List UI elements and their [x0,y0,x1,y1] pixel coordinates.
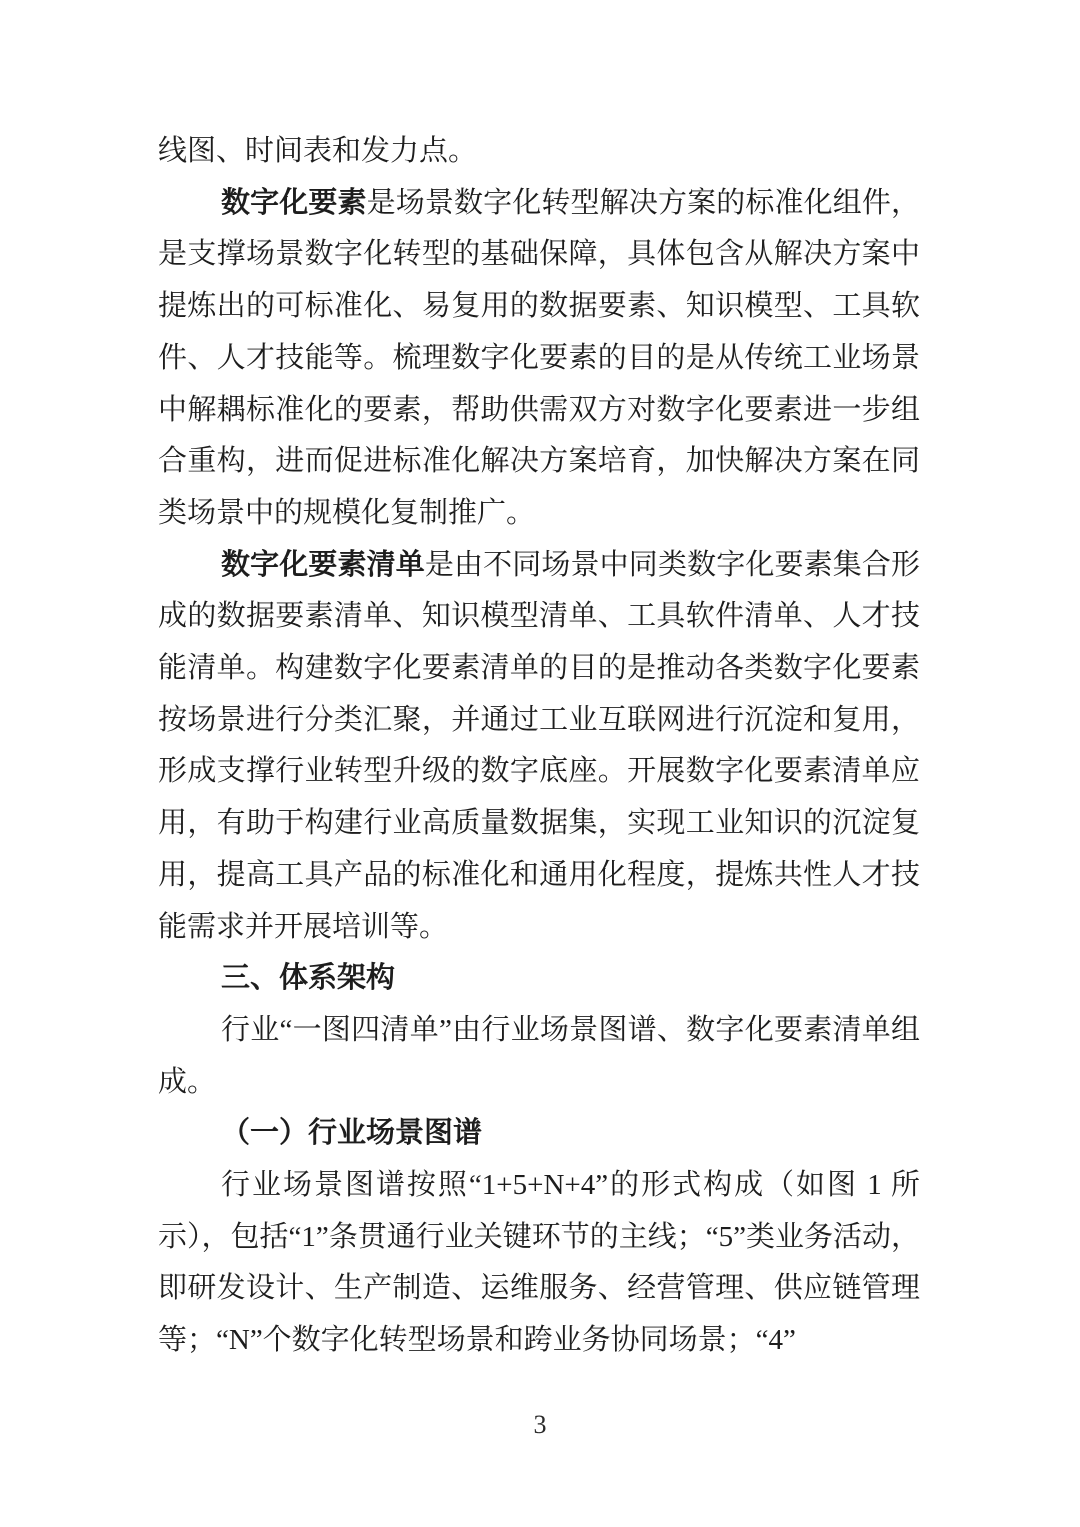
heading-section-3 [158,953,920,1005]
text-segment: 行业“一图四清单”由行业场景图谱、数字化要素清单组成。 [158,1013,920,1098]
paragraph-scene-map [158,1160,920,1367]
paragraph-digital-elements [158,178,920,540]
paragraph-composition [158,1005,920,1108]
text-segment: 数字化要素 [221,186,367,219]
paragraph-continuation [158,126,920,178]
text-segment: 线图、时间表和发力点。 [158,135,478,167]
text-segment: 三、体系架构 [221,962,396,995]
text-segment: 行业场景图谱按照“1+5+N+4”的形式构成（如图 1 所示），包括“1”条贯通行业关键环节的主线；“5”类业务活动，即研发设计、生产制造、运维服务、经营管理、供应链管理等；“N”个数字化转型场景和跨业务协同场景；“4” [158,1169,920,1357]
page-number: 3 [533,1410,547,1439]
heading-subsection-1 [158,1108,920,1160]
document-body [158,126,920,1367]
text-segment: 数字化要素清单 [221,548,425,581]
text-segment: 是场景数字化转型解决方案的标准化组件，是支撑场景数字化转型的基础保障，具体包含从解决方案中提炼出的可标准化、易复用的数据要素、知识模型、工具软件、人才技能等。梳理数字化要素的目的是从传统工业场景中解耦标准化的要素，帮助供需双方对数字化要素进一步组合重构，进而促进标准化解决方案培育，加快解决方案在同类场景中的规模化复制推广。 [158,186,920,529]
text-segment: （一）行业场景图谱 [221,1117,483,1150]
text-segment: 是由不同场景中同类数字化要素集合形成的数据要素清单、知识模型清单、工具软件清单、人才技能清单。构建数字化要素清单的目的是推动各类数字化要素按场景进行分类汇聚，并通过工业互联网进行沉淀和复用，形成支撑行业转型升级的数字底座。开展数字化要素清单应用，有助于构建行业高质量数据集，实现工业知识的沉淀复用，提高工具产品的标准化和通用化程度，提炼共性人才技能需求并开展培训等。 [158,548,920,943]
paragraph-digital-element-lists [158,540,920,954]
